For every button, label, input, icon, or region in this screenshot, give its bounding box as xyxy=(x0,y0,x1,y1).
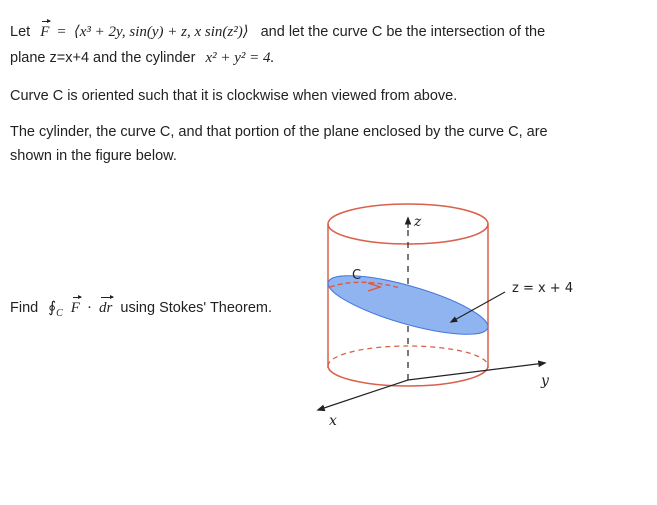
contour-integral-symbol: ∮ xyxy=(48,300,57,316)
integral-subscript: C xyxy=(56,307,63,319)
find-text: Find xyxy=(10,300,39,316)
vector-field-symbol: F xyxy=(40,24,50,40)
cylinder-equation: x² + y² = 4. xyxy=(205,50,275,66)
vector-field-definition: ⟨x³ + 2y, sin(y) + z, x sin(z²)⟩ xyxy=(73,24,249,40)
plane-description: plane z=x+4 and the cylinder xyxy=(10,50,196,66)
plane-equation-label: z = x + 4 xyxy=(512,281,574,296)
differential-dr: dr xyxy=(99,300,113,316)
orientation-sentence: Curve C is oriented such that it is clockwise when viewed from above. xyxy=(10,88,458,104)
figure-intro-line-1: The cylinder, the curve C, and that portion of the plane enclosed by the curve C, are xyxy=(10,124,548,140)
dot-operator: · xyxy=(86,300,92,316)
let-text-continued: and let the curve C be the intersection of the xyxy=(260,24,546,40)
y-axis xyxy=(408,363,545,380)
figure-intro-line-2: shown in the figure below. xyxy=(10,148,177,164)
equals-sign: = xyxy=(57,24,66,40)
let-text: Let xyxy=(10,24,31,40)
z-axis-label: z xyxy=(414,214,422,230)
x-axis xyxy=(318,380,408,410)
find-text-continued: using Stokes' Theorem. xyxy=(120,300,272,316)
x-axis-label: x xyxy=(329,413,337,429)
plane-region xyxy=(323,264,493,346)
curve-c-label: C xyxy=(352,268,362,283)
y-axis-label: y xyxy=(541,373,549,389)
integrand-field-symbol: F xyxy=(70,300,80,316)
